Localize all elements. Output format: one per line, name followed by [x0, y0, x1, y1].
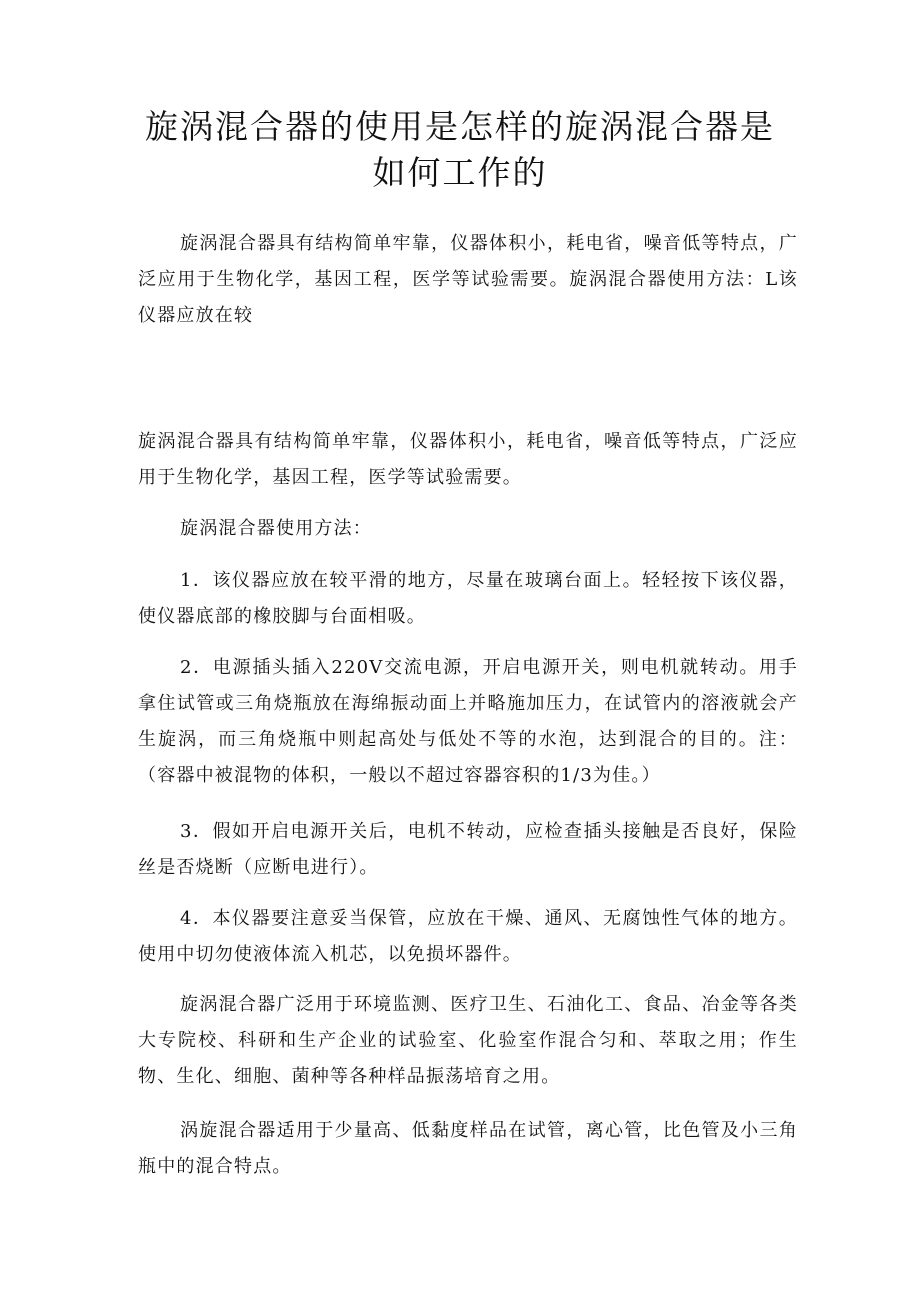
document-title: 旋涡混合器的使用是怎样的旋涡混合器是如何工作的	[145, 107, 775, 192]
method-heading: 旋涡混合器使用方法：	[180, 518, 372, 539]
summary-paragraph: 旋涡混合器具有结构简单牢靠，仪器体积小，耗电省，噪音低等特点，广泛应用于生物化学，基因工程，医学等试验需要。旋涡混合器使用方法：L该仪器应放在较	[138, 233, 798, 326]
intro-paragraph: 旋涡混合器具有结构简单牢靠，仪器体积小，耗电省，噪音低等特点，广泛应用于生物化学，基因工程，医学等试验需要。	[138, 431, 798, 488]
step-2-paragraph: 2．电源插头插入220V交流电源，开启电源开关，则电机就转动。用手拿住试管或三角烧瓶放在海绵振动面上并略施加压力，在试管内的溶液就会产生旋涡，而三角烧瓶中则起高处与低处不等的水泡，达到混合的目的。注：（容器中被混物的体积，一般以不超过容器容积的1/3为佳。）	[138, 657, 798, 786]
step-3-paragraph: 3．假如开启电源开关后，电机不转动，应检查插头接触是否良好，保险丝是否烧断（应断电进行）。	[138, 821, 798, 878]
features-paragraph: 涡旋混合器适用于少量高、低黏度样品在试管，离心管，比色管及小三角瓶中的混合特点。	[138, 1120, 798, 1177]
step-4-paragraph: 4．本仪器要注意妥当保管，应放在干燥、通风、无腐蚀性气体的地方。使用中切勿使液体流入机芯，以免损坏器件。	[138, 908, 798, 965]
step-1-paragraph: 1．该仪器应放在较平滑的地方，尽量在玻璃台面上。轻轻按下该仪器，使仪器底部的橡胶脚与台面相吸。	[138, 570, 798, 627]
applications-paragraph: 旋涡混合器广泛用于环境监测、医疗卫生、石油化工、食品、冶金等各类大专院校、科研和生产企业的试验室、化验室作混合匀和、萃取之用；作生物、生化、细胞、菌种等各种样品振荡培育之用。	[138, 994, 798, 1087]
